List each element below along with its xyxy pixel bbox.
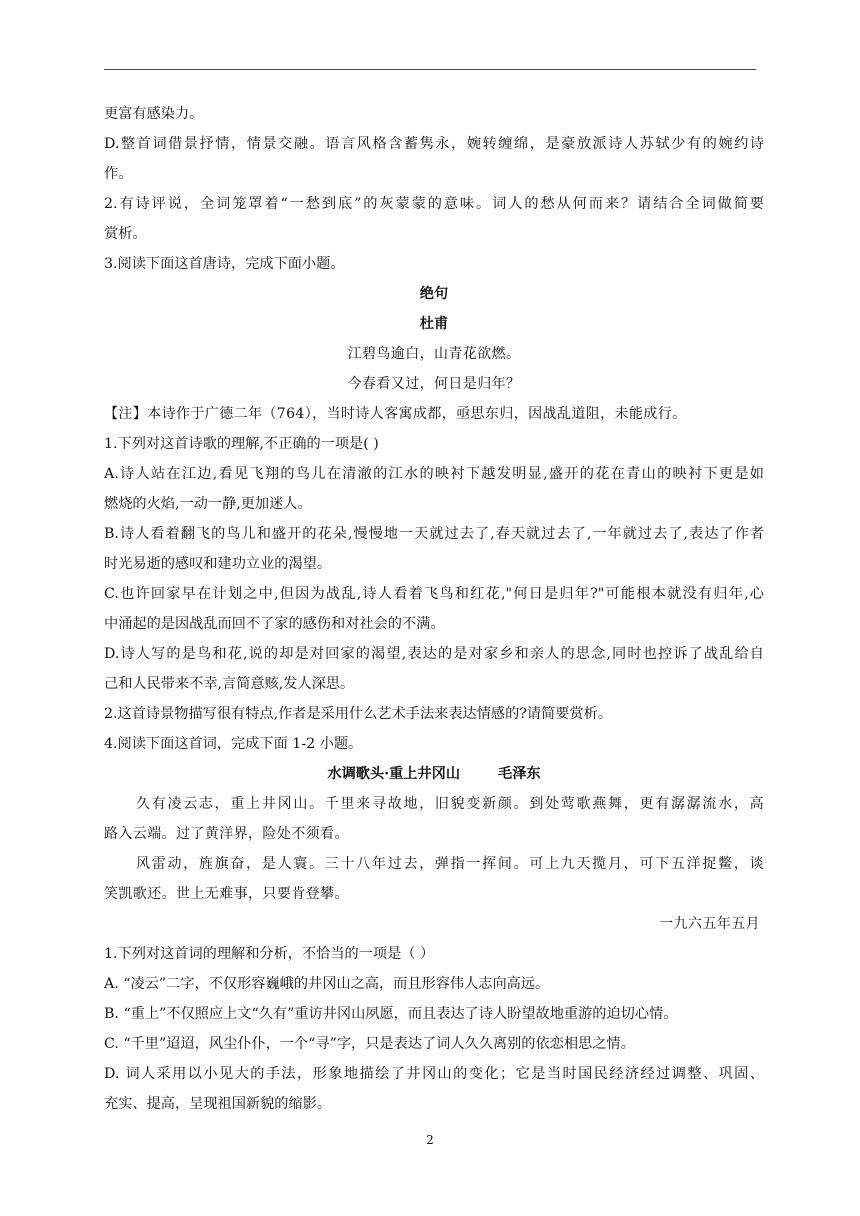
- question-4-intro: 4.阅读下面这首词，完成下面 1-2 小题。: [104, 736, 363, 752]
- question-2-line: 2.有诗评说，全词笼罩着“一愁到底”的灰蒙蒙的意味。词人的愁从何而来？请结合全词做简要: [104, 196, 764, 212]
- poem1-line-1: 江碧鸟逾白，山青花欲燃。: [347, 346, 521, 362]
- poem1-note: 【注】本诗作于广德二年（764），当时诗人客寓成都，亟思东归，因战乱道阻，未能成行。: [104, 406, 687, 422]
- q4-option-b: B. “重上”不仅照应上文“久有”重访井冈山夙愿，而且表达了诗人盼望故地重游的迫切心情。: [104, 1006, 678, 1022]
- header-rule: [104, 69, 756, 70]
- poem2-author: 毛泽东: [498, 766, 541, 782]
- question-2-continuation: 赏析。: [104, 226, 147, 242]
- q3-option-c: C.也许回家早在计划之中,但因为战乱,诗人看着飞鸟和红花,"何日是归年?"可能根本就没有归年,心: [104, 586, 764, 602]
- q3-option-d: D.诗人写的是鸟和花,说的却是对回家的渴望,表达的是对家乡和亲人的思念,同时也控诉了战乱给自: [104, 646, 764, 662]
- poem2-heading: [104, 759, 764, 789]
- q3-stem: 1.下列对这首诗歌的理解,不正确的一项是( ): [104, 436, 379, 452]
- q3-option-c-cont: 中涌起的是因战乱而回不了家的感伤和对社会的不满。: [104, 616, 445, 632]
- poem1-author: 杜甫: [419, 316, 449, 332]
- option-d-continuation: 作。: [104, 166, 133, 182]
- option-d-line: D.整首词借景抒情，情景交融。语言风格含蓄隽永，婉转缠绵，是豪放派诗人苏轼少有的婉约诗: [104, 136, 764, 152]
- q3-option-b-cont: 时光易逝的感叹和建功立业的渴望。: [104, 556, 332, 572]
- q3-option-a-cont: 燃烧的火焰,一动一静,更加迷人。: [104, 496, 312, 512]
- poem2-stanza2-line1: 风雷动，旌旗奋，是人寰。三十八年过去，弹指一挥间。可上九天揽月，可下五洋捉鳖，谈: [136, 856, 764, 872]
- q3-option-b: B.诗人看着翻飞的鸟儿和盛开的花朵,慢慢地一天就过去了,春天就过去了,一年就过去了,表达了作者: [104, 526, 764, 542]
- q3-option-d-cont: 己和人民带来不幸,言简意赅,发人深思。: [104, 676, 355, 692]
- poem2-date: 一九六五年五月: [659, 916, 760, 932]
- poem1-title: 绝句: [419, 286, 449, 302]
- paragraph-line: 更富有感染力。: [104, 106, 204, 122]
- q3-option-a: A.诗人站在江边,看见飞翔的鸟儿在清澈的江水的映衬下越发明显,盛开的花在青山的映衬下更是如: [104, 466, 764, 482]
- q4-option-d: D. 词人采用以小见大的手法，形象地描绘了井冈山的变化；它是当时国民经济经过调整、巩固、: [104, 1066, 764, 1082]
- document-body: [104, 99, 764, 1119]
- q4-option-c: C. “千里”迢迢，风尘仆仆，一个“寻”字，只是表达了词人久久离别的依恋相思之情。: [104, 1036, 635, 1052]
- question-3-intro: 3.阅读下面这首唐诗，完成下面小题。: [104, 256, 345, 272]
- poem2-title: 水调歌头·重上井冈山: [327, 766, 461, 782]
- q3-question-2: 2.这首诗景物描写很有特点,作者是采用什么艺术手法来表达情感的?请简要赏析。: [104, 706, 613, 722]
- q4-option-a: A. “凌云”二字，不仅形容巍峨的井冈山之高，而且形容伟人志向高远。: [104, 976, 550, 992]
- poem2-stanza2-line2: 笑凯歌还。世上无难事，只要肯登攀。: [104, 886, 349, 902]
- poem1-line-2: 今春看又过，何日是归年？: [347, 376, 521, 392]
- q4-stem: 1.下列对这首词的理解和分析，不恰当的一项是（ ）: [104, 946, 435, 962]
- q4-option-d-cont: 充实、提高，呈现祖国新貌的缩影。: [104, 1096, 332, 1112]
- poem2-stanza1-line2: 路入云端。过了黄洋界，险处不须看。: [104, 826, 349, 842]
- page-number: 2: [426, 1133, 434, 1147]
- poem2-stanza1-line1: 久有凌云志，重上井冈山。千里来寻故地，旧貌变新颜。到处莺歌燕舞，更有潺潺流水，高: [136, 796, 764, 812]
